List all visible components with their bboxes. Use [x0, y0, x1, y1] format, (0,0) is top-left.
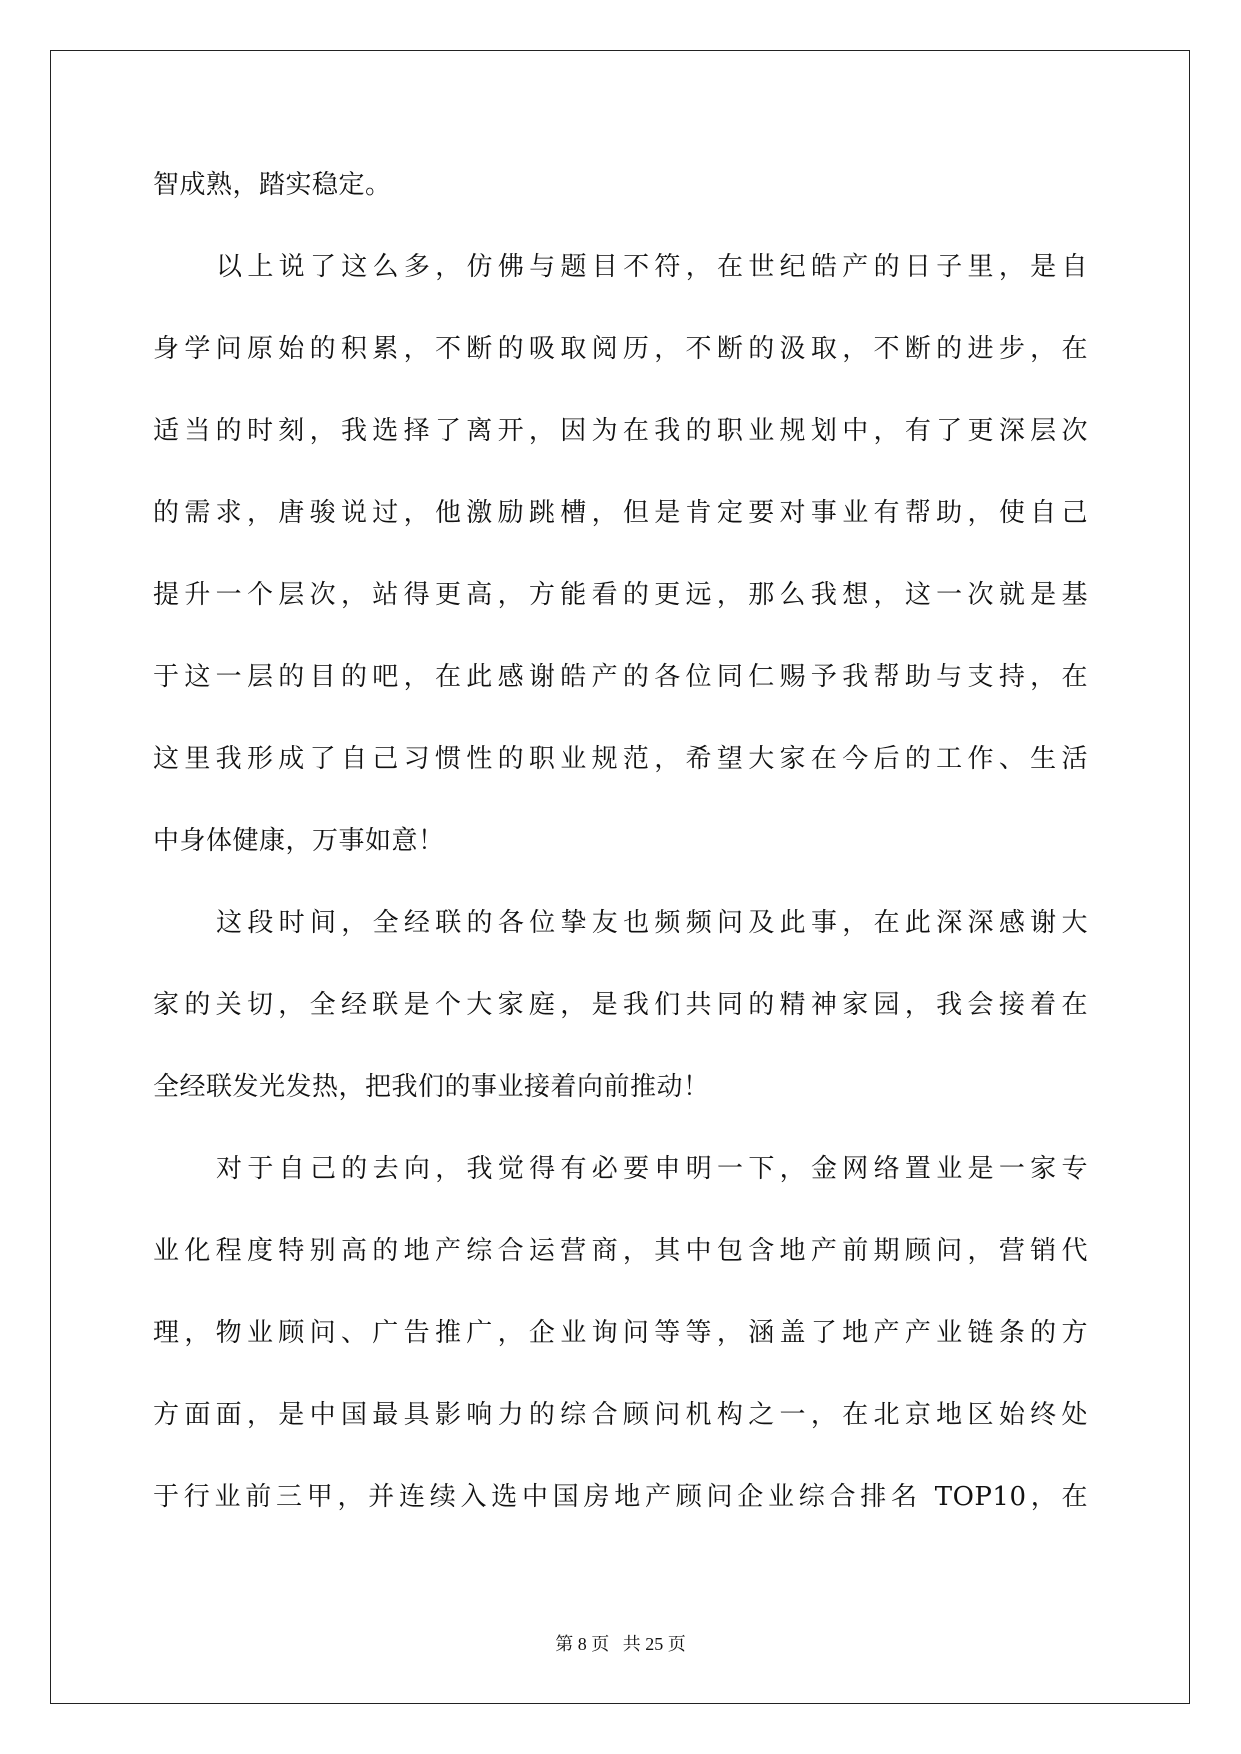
text-line: 方面面，是中国最具影响力的综合顾问机构之一，在北京地区始终处: [153, 1400, 1088, 1430]
text-line: 中身体健康，万事如意！: [153, 826, 445, 856]
text-line: 这里我形成了自己习惯性的职业规范，希望大家在今后的工作、生活: [153, 744, 1088, 774]
page-number-footer: 第 8 页 共 25 页: [555, 1634, 686, 1654]
text-line: 于这一层的目的吧，在此感谢皓产的各位同仁赐予我帮助与支持，在: [153, 662, 1088, 692]
text-line: 智成熟，踏实稳定。: [153, 170, 392, 200]
text-line: 于行业前三甲，并连续入选中国房地产顾问企业综合排名 TOP10，在: [153, 1482, 1088, 1512]
text-line: 以上说了这么多，仿佛与题目不符，在世纪皓产的日子里，是自: [216, 252, 1088, 282]
text-line: 身学问原始的积累，不断的吸取阅历，不断的汲取，不断的进步，在: [153, 334, 1088, 364]
document-body: [153, 163, 1088, 1557]
text-line: 的需求，唐骏说过，他激励跳槽，但是肯定要对事业有帮助，使自己: [153, 498, 1088, 528]
text-line: 对于自己的去向，我觉得有必要申明一下，金网络置业是一家专: [216, 1154, 1088, 1184]
text-line: 全经联发光发热，把我们的事业接着向前推动！: [153, 1072, 710, 1102]
text-line: 业化程度特别高的地产综合运营商，其中包含地产前期顾问，营销代: [153, 1236, 1088, 1266]
text-line: 提升一个层次，站得更高，方能看的更远，那么我想，这一次就是基: [153, 580, 1088, 610]
text-line: 这段时间，全经联的各位挚友也频频问及此事，在此深深感谢大: [216, 908, 1088, 938]
text-line: 家的关切，全经联是个大家庭，是我们共同的精神家园，我会接着在: [153, 990, 1088, 1020]
text-line: 适当的时刻，我选择了离开，因为在我的职业规划中，有了更深层次: [153, 416, 1088, 446]
text-line: 理，物业顾问、广告推广，企业询问等等，涵盖了地产产业链条的方: [153, 1318, 1088, 1348]
